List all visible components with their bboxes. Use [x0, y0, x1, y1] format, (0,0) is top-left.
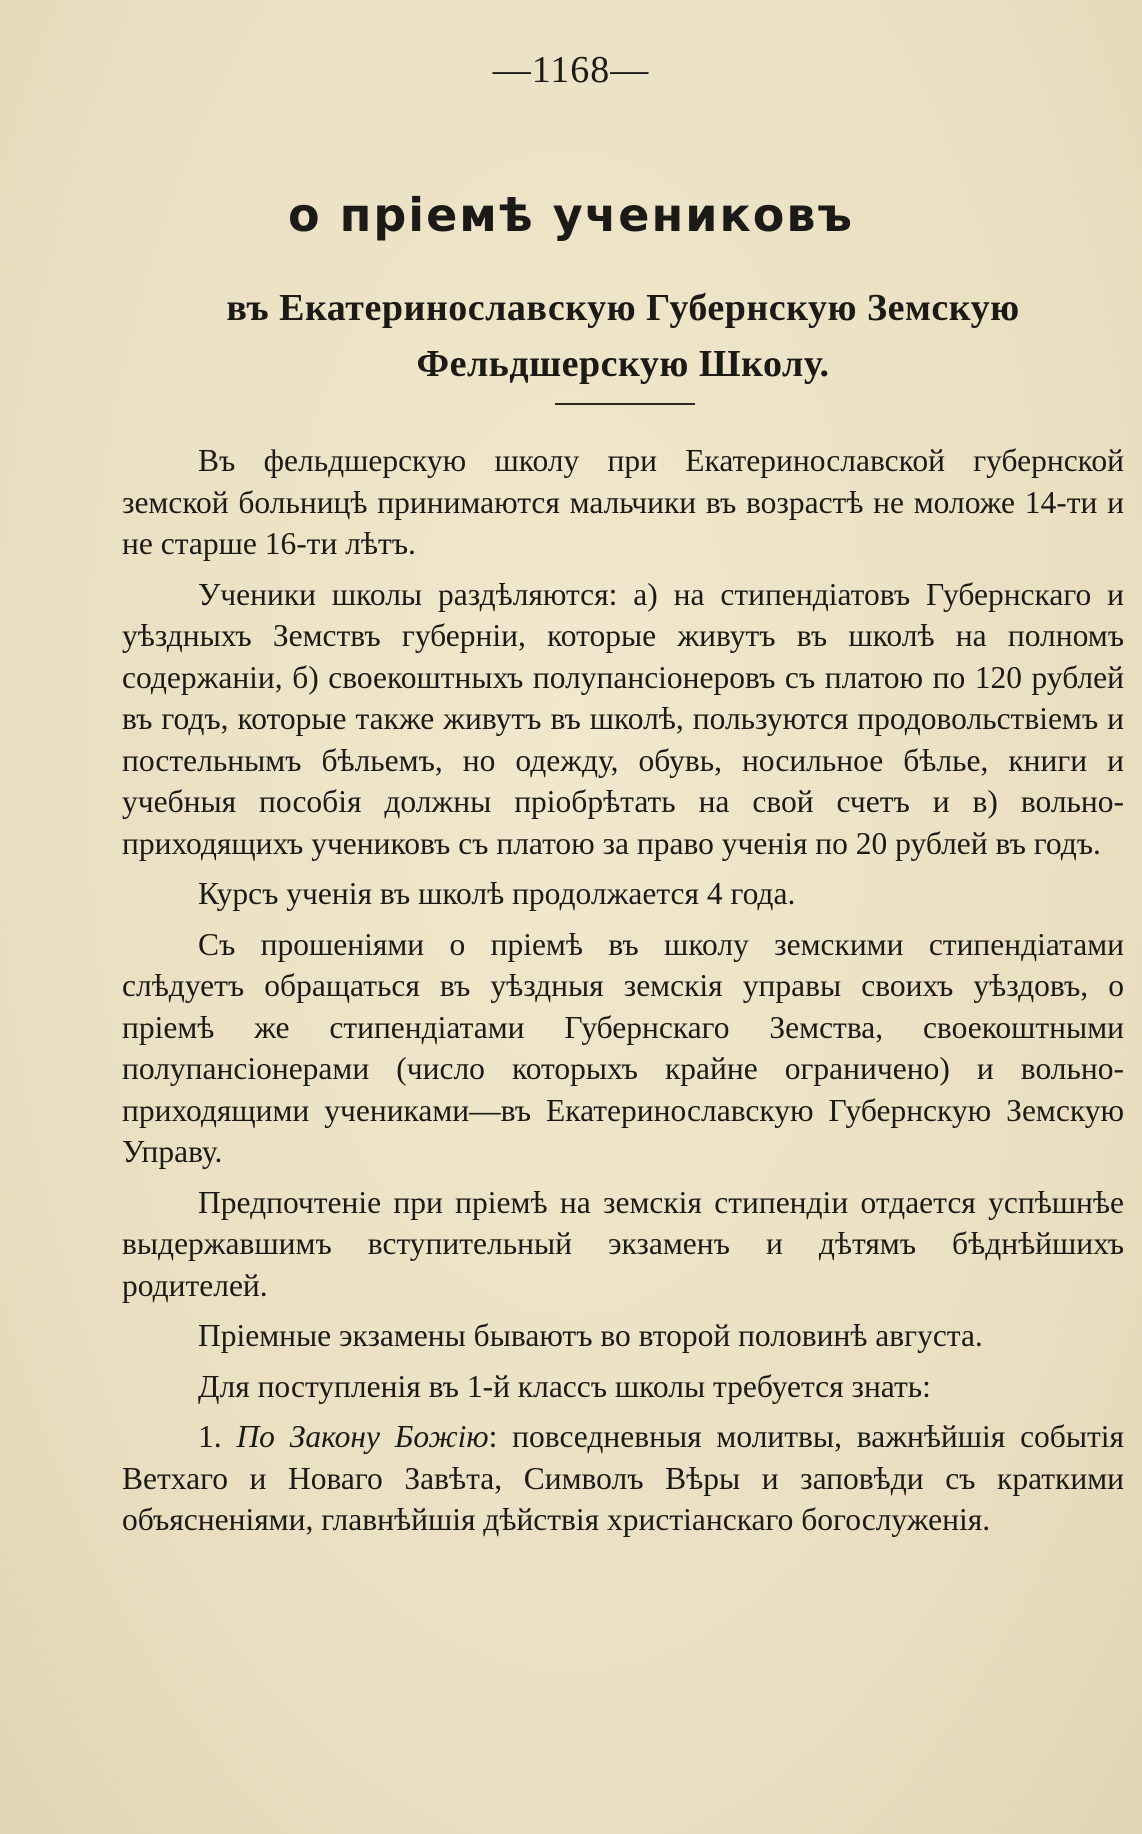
paragraph-student-categories: Ученики школы раздѣляются: а) на стипендіатовъ Губернскаго и уѣздныхъ Земствъ губерніи, которые живутъ въ школѣ на полномъ содержаніи, б) своекоштныхъ полупансіонеровъ съ платою по 120 рублей въ годъ, которые также живутъ въ школѣ, пользуются продовольствіемъ и постельнымъ бѣльемъ, но одежду, обувь, носильное бѣлье, книги и учебныя пособія должны пріобрѣтать на свой счетъ и в) вольно-приходящихъ учениковъ съ платою за право ученія по 20 рублей въ годъ. [122, 576, 1124, 861]
item-text: : повседневныя молитвы, важнѣйшія событія Ветхаго и Новаго Завѣта, Символъ Вѣры и заповѣди съ краткими объясненіями, главнѣйшія дѣйствія христіанскаго богослуженія. [122, 1419, 1125, 1537]
paragraph-requirements-intro: Для поступленія въ 1-й классъ школы требуется знать: [198, 1368, 931, 1404]
section-subtitle: въ Екатеринославскую Губернскую Земскую Фельдшерскую Школу. [226, 287, 1020, 385]
paragraph-applications: Съ прошеніями о пріемѣ въ школу земскими стипендіатами слѣдуетъ обращаться въ уѣздныя земскія управы своихъ уѣздовъ, о пріемѣ же стипендіатами Губернскаго Земства, своекоштными полупансіонерами (число которыхъ крайне ограничено) и вольно-приходящими учениками—въ Екатеринославскую Губернскую Земскую Управу. [122, 926, 1124, 1169]
item-number: 1. [198, 1419, 222, 1454]
paragraph-exam-dates: Пріемные экзамены бываютъ во второй половинѣ августа. [198, 1318, 983, 1353]
section-title: о пріемѣ учениковъ [287, 188, 855, 242]
item-heading: По Закону Божію [236, 1419, 489, 1454]
paragraph-age-requirements: Въ фельдшерскую школу при Екатеринославской губернской земской больницѣ принимаются мальчики въ возрастѣ не моложе 14-ти и не старше 16-ти лѣтъ. [122, 443, 1124, 561]
body-text [122, 440, 1124, 1541]
title-divider [555, 403, 695, 405]
paragraph-course-length: Курсъ ученія въ школѣ продолжается 4 года. [198, 876, 796, 911]
paragraph-preference: Предпочтеніе при пріемѣ на земскія стипендіи отдается успѣшнѣе выдержавшимъ вступительный экзаменъ и дѣтямъ бѣднѣйшихъ родителей. [122, 1184, 1124, 1303]
requirement-item-1 [122, 1416, 1124, 1541]
page-number: —1168— [492, 49, 650, 91]
